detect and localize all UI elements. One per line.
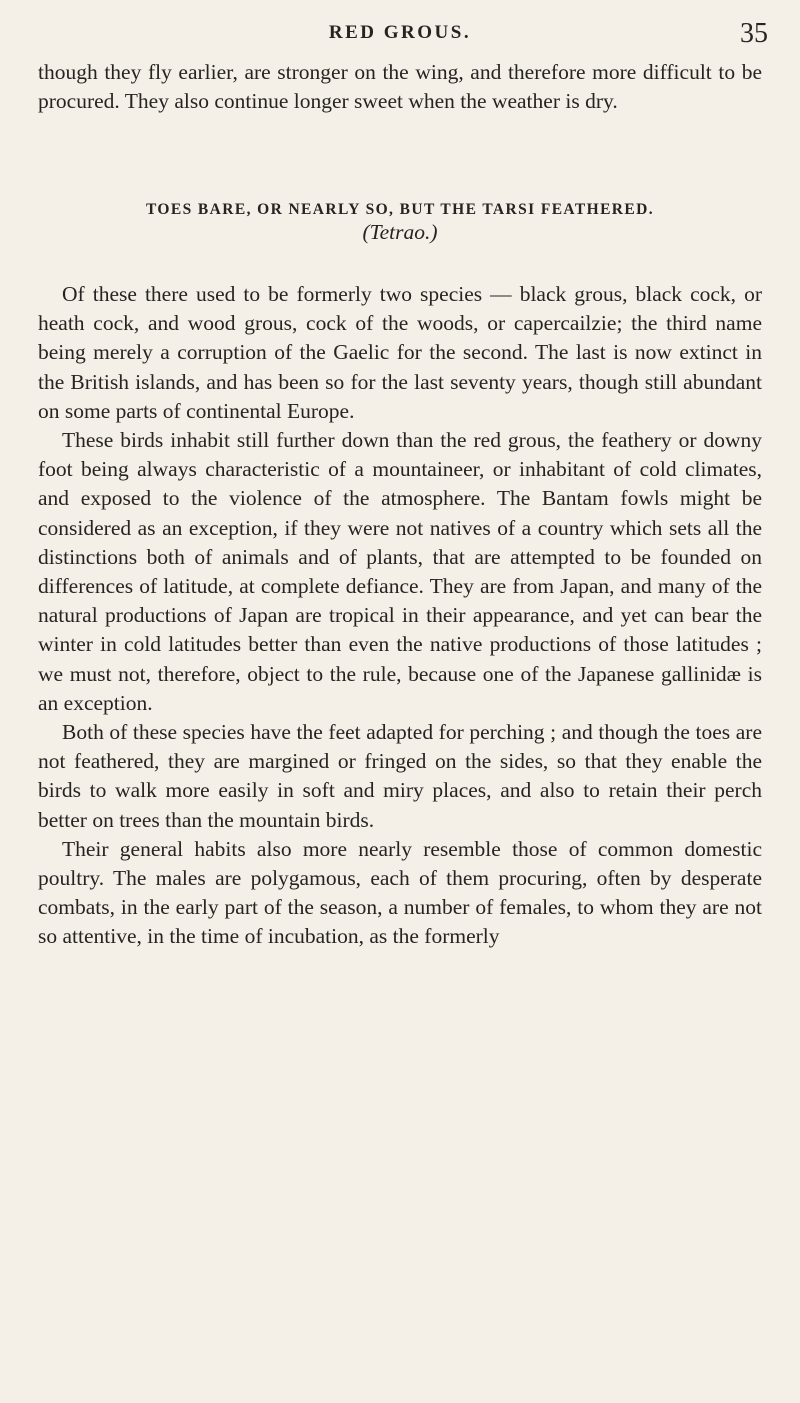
running-head <box>0 18 800 50</box>
paragraph: Both of these species have the feet adapted for perching ; and though the toes are not feathered, they are margined or fringed on the sides, so that they enable the birds to walk more easily in soft and miry places, and also to retain their perch better on trees than the mountain birds. <box>38 720 762 832</box>
section-heading: TOES BARE, OR NEARLY SO, BUT THE TARSI FEATHERED. <box>145 201 655 218</box>
main-text <box>38 280 762 952</box>
running-title: RED GROUS. <box>328 22 472 43</box>
paragraph-continued: though they fly earlier, are stronger on the wing, and therefore more difficult to be procured. They also continue longer sweet when the weather is dry. <box>38 60 762 114</box>
intro-text <box>38 58 762 116</box>
page-number: 35 <box>740 18 768 49</box>
section-subheading: (Tetrao.) <box>362 220 438 244</box>
paragraph: Of these there used to be formerly two species — black grous, black cock, or heath cock, and wood grous, cock of the woods, or capercailzie; the third name being merely a corruption of the Gaelic for the second. The last is now extinct in the British islands, and has been so for the last seventy years, though still abundant on some parts of continental Europe. <box>38 282 762 423</box>
paragraph: These birds inhabit still further down than the red grous, the feathery or downy foot being always characteristic of a mountaineer, or inhabitant of cold climates, and exposed to the violence of the atmosphere. The Bantam fowls might be considered as an exception, if they were not natives of a country which sets all the distinctions both of animals and of plants, that are attempted to be founded on differences of latitude, at complete defiance. They are from Japan, and many of the natural productions of Japan are tropical in their appearance, and yet can bear the winter in cold latitudes better than even the native productions of those latitudes ; we must not, therefore, object to the rule, because one of the Japanese gallinidæ is an exception. <box>38 428 762 715</box>
paragraph: Their general habits also more nearly resemble those of common domestic poultry. The males are polygamous, each of them procuring, often by desperate combats, in the early part of the season, a number of females, to whom they are not so attentive, in the time of incubation, as the formerly <box>38 836 762 949</box>
